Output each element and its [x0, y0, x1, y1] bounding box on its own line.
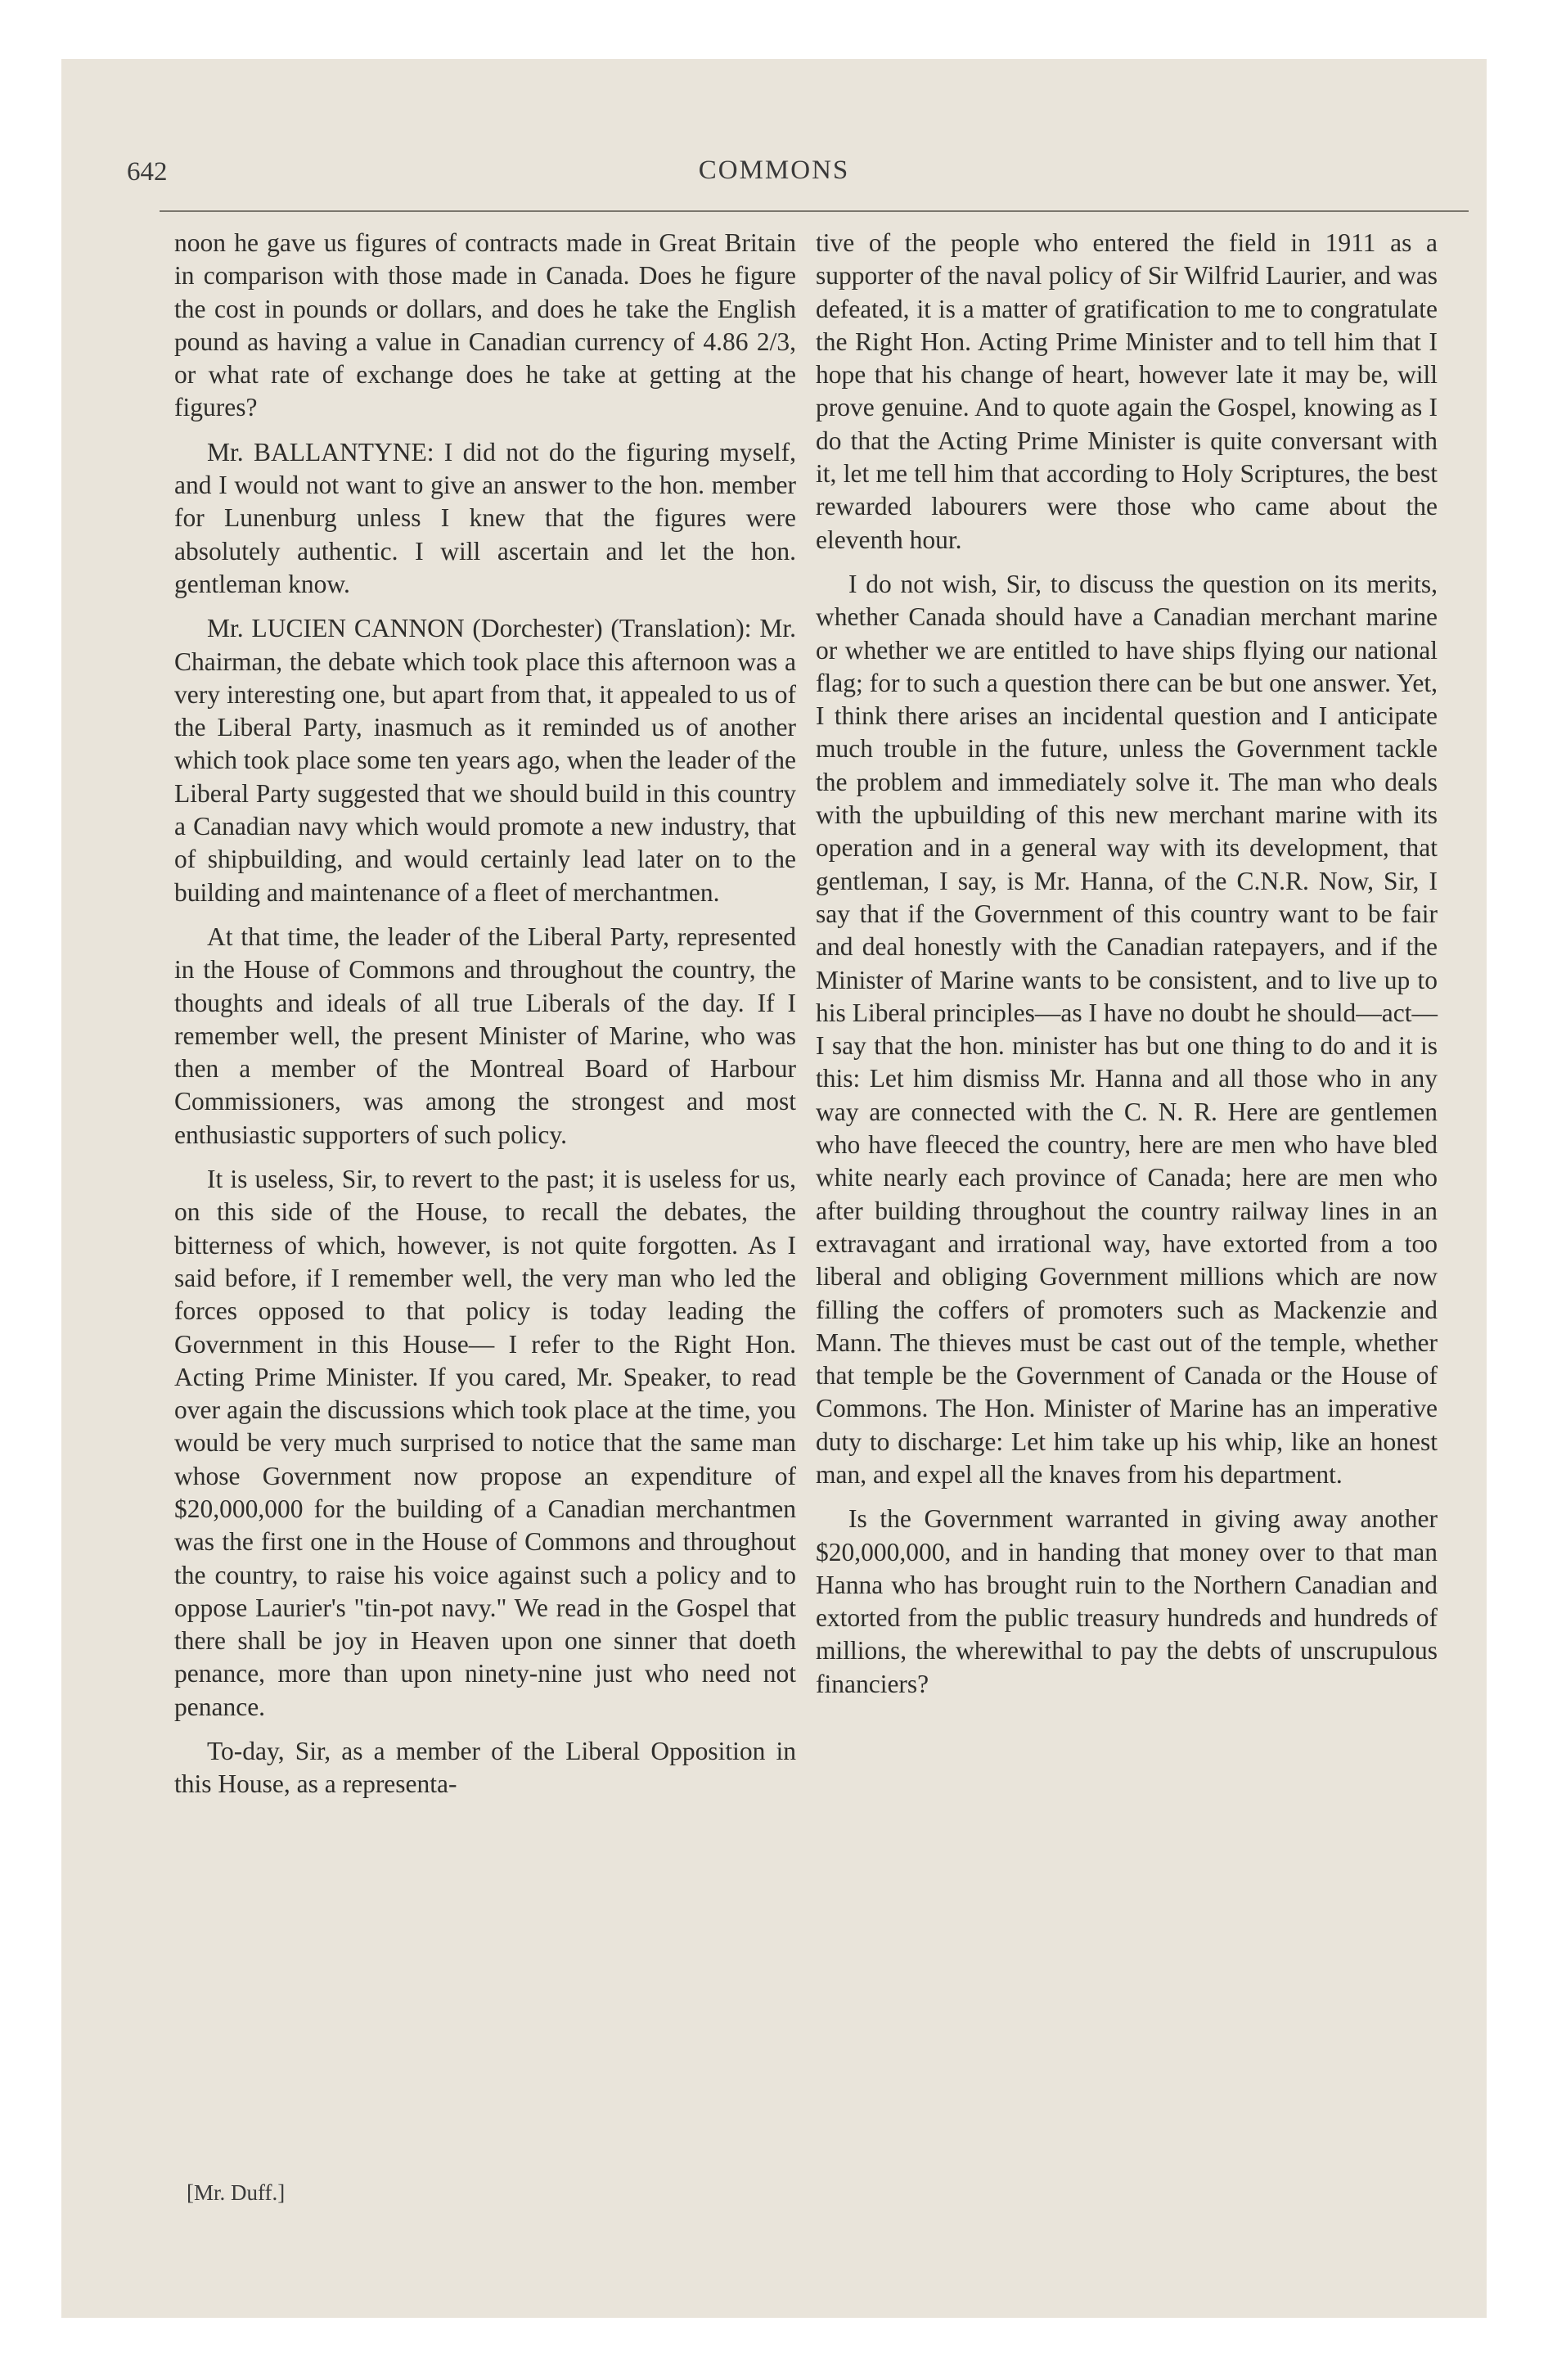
paragraph: tive of the people who entered the field in 1911 as a supporter of the naval policy of Sir Wilfrid Laurier, and was defeated, it is a matter of gratification to me to congratulate the Right Hon. Acting Prime Minister and to tell him that I hope that his change of heart, however late it may be, will prove genuine. And to quote again the Gospel, knowing as I do that the Acting Prime Minister is quite conversant with it, let me tell him that according to Holy Scriptures, the best rewarded labourers were those who came about the eleventh hour. [816, 228, 1438, 554]
paragraph: Mr. LUCIEN CANNON (Dorchester) (Translation): Mr. Chairman, the debate which took place this afternoon was a very interesting one, but apart from that, it appealed to us of the Liberal Party, inasmuch as it reminded us of another which took place some ten years ago, when the leader of the Liberal Party suggested that we should build in this country a Canadian navy which would promote a new industry, that of shipbuilding, and would certainly lead later on to the building and maintenance of a fleet of merchantmen. [174, 614, 796, 907]
left-column [174, 227, 796, 1801]
footer-note: [Mr. Duff.] [187, 2180, 286, 2205]
paragraph: At that time, the leader of the Liberal Party, represented in the House of Commons and throughout the country, the thoughts and ideals of all true Liberals of the day. If I remember well, the present Minister of Marine, who was then a member of the Montreal Board of Harbour Commissioners, was among the strongest and most enthusiastic supporters of such policy. [174, 922, 796, 1149]
paragraph: It is useless, Sir, to revert to the past; it is useless for us, on this side of the House, to recall the debates, the bitterness of which, however, is not quite forgotten. As I said before, if I remember well, the very man who led the forces opposed to that policy is today leading the Government in this House— I refer to the Right Hon. Acting Prime Minister. If you cared, Mr. Speaker, to read over again the discussions which took place at the time, you would be very much surprised to notice that the same man whose Government now propose an expenditure of $20,000,000 for the building of a Canadian merchantmen was the first one in the House of Commons and throughout the country, to raise his voice against such a policy and to oppose Laurier's "tin-pot navy." We read in the Gospel that there shall be joy in Heaven upon one sinner that doeth penance, more than upon ninety-nine just who need not penance. [174, 1165, 796, 1721]
right-column [816, 227, 1438, 1701]
paragraph: To-day, Sir, as a member of the Liberal Opposition in this House, as a representa- [174, 1737, 796, 1799]
paragraph: noon he gave us figures of contracts made in Great Britain in comparison with those made in Canada. Does he figure the cost in pounds or dollars, and does he take the English pound as having a value in Canadian currency of 4.86 2/3, or what rate of exchange does he take at getting at the figures? [174, 228, 796, 422]
scanned-page [61, 59, 1487, 2318]
paragraph: I do not wish, Sir, to discuss the question on its merits, whether Canada should have a Canadian merchant marine or whether we are entitled to have ships flying our national flag; for to such a question there can be but one answer. Yet, I think there arises an incidental question and I anticipate much trouble in the future, unless the Government tackle the problem and immediately solve it. The man who deals with the upbuilding of this new merchant marine with its operation and in a general way with its development, that gentleman, I say, is Mr. Hanna, of the C.N.R. Now, Sir, I say that if the Government of this country want to be fair and deal honestly with the Canadian ratepayers, and if the Minister of Marine wants to be consistent, and to live up to his Liberal principles—as I have no doubt he should—act— I say that the hon. minister has but one thing to do and it is this: Let him dismiss Mr. Hanna and all those who in any way are connected with the C. N. R. Here are gentlemen who have fleeced the country, here are men who have bled white nearly each province of Canada; here are men who after building throughout the country railway lines in an extravagant and irrational way, have extorted from a too liberal and obliging Government millions which are now filling the coffers of promoters such as Mackenzie and Mann. The thieves must be cast out of the temple, whether that temple be the Government of Canada or the House of Commons. The Hon. Minister of Marine has an imperative duty to discharge: Let him take up his whip, like an honest man, and expel all the knaves from his department. [816, 569, 1438, 1489]
page-number: 642 [127, 157, 168, 187]
header-rule [160, 210, 1469, 212]
paragraph: Mr. BALLANTYNE: I did not do the figuring myself, and I would not want to give an answer to the hon. member for Lunenburg unless I knew that the figures were absolutely authentic. I will ascertain and let the hon. gentleman know. [174, 437, 796, 598]
paragraph: Is the Government warranted in giving away another $20,000,000, and in handing that money over to that man Hanna who has brought ruin to the Northern Canadian and extorted from the public treasury hundreds and hundreds of millions, the wherewithal to pay the debts of unscrupulous financiers? [816, 1504, 1438, 1698]
running-head: COMMONS [698, 156, 850, 185]
